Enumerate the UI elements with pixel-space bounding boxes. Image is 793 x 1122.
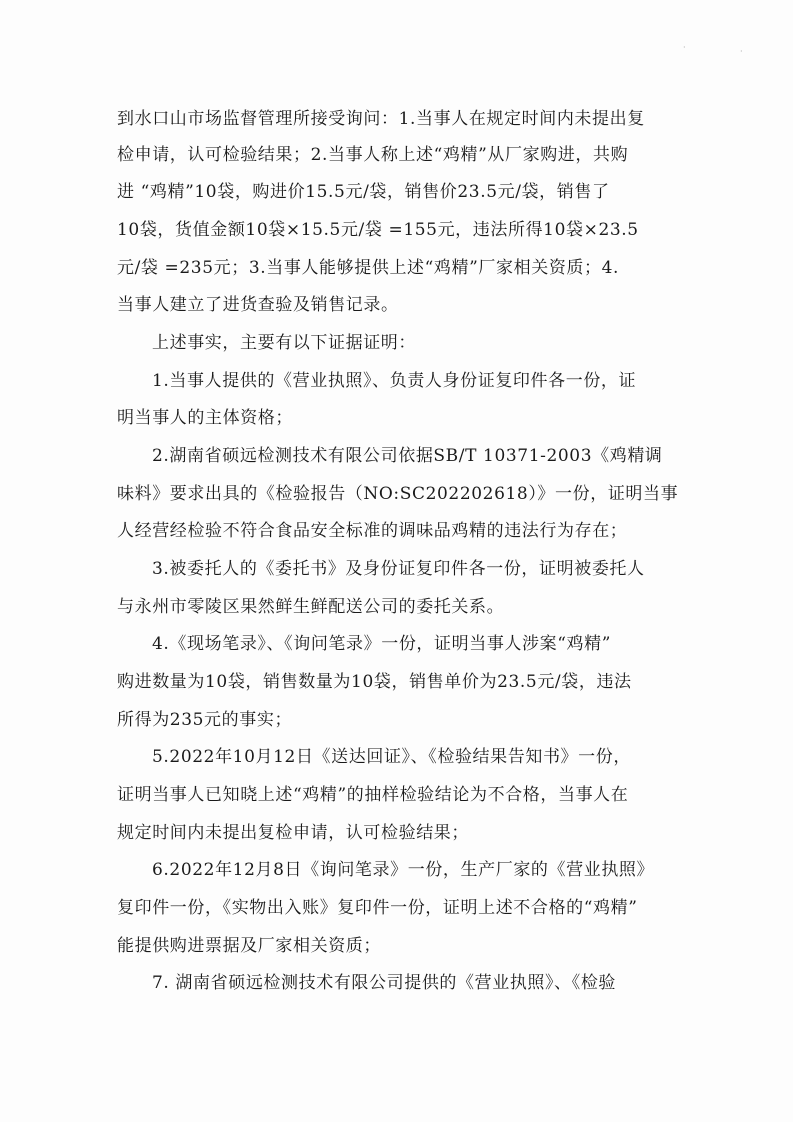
paragraph-line: 5.2022年10月12日《送达回证》、《检验结果告知书》一份，: [152, 747, 631, 767]
paragraph-line: 6.2022年12月8日《询问笔录》一份，生产厂家的《营业执照》: [152, 860, 655, 880]
paragraph-line: 当事人建立了进货查验及销售记录。: [117, 295, 399, 315]
paragraph-line: 与永州市零陵区果然鲜生鲜配送公司的委托关系。: [117, 597, 505, 617]
paragraph-line: 10袋，货值金额10袋×15.5元/袋 =155元，违法所得10袋×23.5: [117, 220, 639, 240]
scan-mark: ·: [740, 47, 743, 56]
paragraph-line: 能提供购进票据及厂家相关资质；: [117, 936, 381, 956]
paragraph-line: 元/袋 =235元；3.当事人能够提供上述“鸡精”厂家相关资质；4.: [117, 258, 620, 278]
paragraph-line: 1.当事人提供的《营业执照》、负责人身份证复印件各一份，证: [152, 371, 637, 391]
paragraph-line: 味料》要求出具的《检验报告（NO:SC202202618）》一份，证明当事: [117, 484, 679, 504]
paragraph-line: 明当事人的主体资格；: [117, 408, 293, 428]
paragraph-line: 购进数量为10袋，销售数量为10袋，销售单价为23.5元/袋，违法: [117, 672, 632, 692]
paragraph-line: 7. 湖南省硕远检测技术有限公司提供的《营业执照》、《检验: [152, 973, 617, 993]
paragraph-line: 所得为235元的事实；: [117, 710, 293, 730]
paragraph-line: 4.《现场笔录》、《询问笔录》一份，证明当事人涉案“鸡精”: [152, 634, 612, 654]
scan-mark: ·: [683, 43, 686, 52]
paragraph-line: 3.被委托人的《委托书》及身份证复印件各一份，证明被委托人: [152, 559, 645, 579]
paragraph-line: 2.湖南省硕远检测技术有限公司依据SB/T 10371-2003《鸡精调: [152, 446, 663, 466]
paragraph-line: 复印件一份，《实物出入账》复印件一份，证明上述不合格的“鸡精”: [117, 898, 638, 918]
section-heading: 上述事实，主要有以下证据证明：: [152, 333, 416, 353]
paragraph-line: 进 “鸡精”10袋，购进价15.5元/袋，销售价23.5元/袋，销售了: [117, 182, 610, 202]
paragraph-line: 证明当事人已知晓上述“鸡精”的抽样检验结论为不合格，当事人在: [117, 785, 629, 805]
paragraph-line: 规定时间内未提出复检申请，认可检验结果；: [117, 823, 469, 843]
paragraph-line: 检申请，认可检验结果；2.当事人称上述“鸡精”从厂家购进，共购: [117, 145, 629, 165]
paragraph-line: 人经营经检验不符合食品安全标准的调味品鸡精的违法行为存在；: [117, 521, 628, 541]
paragraph-line: 到水口山市场监督管理所接受询问：1.当事人在规定时间内未提出复: [117, 109, 645, 129]
